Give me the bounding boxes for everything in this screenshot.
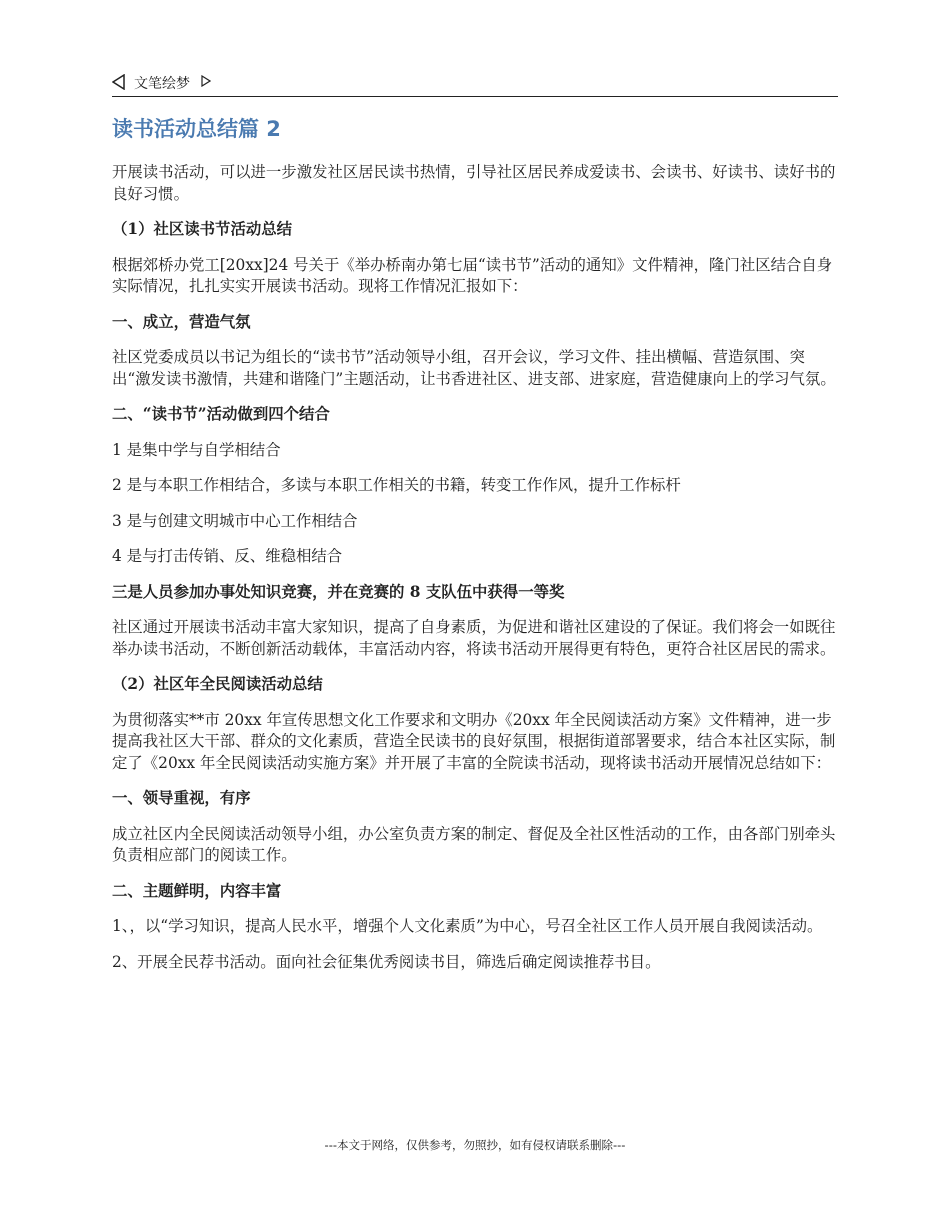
paragraph: 为贯彻落实**市 20xx 年宣传思想文化工作要求和文明办《20xx 年全民阅读活动方案》文件精神，进一步提高我社区大干部、群众的文化素质，营造全民读书的良好氛围，根据街道部署要求，结合本社区实际，制定了《20xx 年全民阅读活动实施方案》并开展了丰富的全院读书活动，现将读书活动开展情况总结如下： bbox=[112, 710, 836, 772]
section-heading: 一、成立，营造气氛 bbox=[112, 312, 251, 331]
section-heading: （1）社区读书节活动总结 bbox=[112, 220, 293, 238]
paragraph: 1 是集中学与自学相结合 bbox=[112, 440, 281, 459]
page-header bbox=[112, 70, 838, 97]
triangle-right-icon bbox=[201, 75, 211, 87]
paragraph-list bbox=[112, 162, 842, 973]
section-heading: （2）社区年全民阅读活动总结 bbox=[112, 675, 323, 693]
document-body bbox=[112, 112, 842, 987]
paragraph: 成立社区内全民阅读活动领导小组，办公室负责方案的制定、督促及全社区性活动的工作，由各部门别牵头负责相应部门的阅读工作。 bbox=[112, 824, 836, 864]
paragraph: 社区通过开展读书活动丰富大家知识，提高了自身素质，为促进和谐社区建设的了保证。我们将会一如既往举办读书活动，不断创新活动载体，丰富活动内容，将读书活动开展得更有特色，更符合社区居民的需求。 bbox=[112, 618, 836, 658]
paragraph: 4 是与打击传销、反、维稳相结合 bbox=[112, 547, 343, 565]
section-heading: 二、主题鲜明，内容丰富 bbox=[112, 881, 282, 900]
paragraph: 根据郊桥办党工[20xx]24 号关于《举办桥南办第七届“读书节”活动的通知》文件精神，隆门社区结合自身实际情况，扎扎实实开展读书活动。现将工作情况汇报如下： bbox=[112, 255, 833, 295]
header-brand: 文笔绘梦 bbox=[134, 76, 190, 92]
paragraph: 2 是与本职工作相结合，多读与本职工作相关的书籍，转变工作作风，提升工作标杆 bbox=[112, 476, 681, 494]
section-heading: 二、“读书节”活动做到四个结合 bbox=[112, 405, 330, 423]
section-heading: 三是人员参加办事处知识竞赛，并在竞赛的 8 支队伍中获得一等奖 bbox=[112, 582, 565, 601]
paragraph: 2、开展全民荐书活动。面向社会征集优秀阅读书目，筛选后确定阅读推荐书目。 bbox=[112, 952, 661, 971]
paragraph: 3 是与创建文明城市中心工作相结合 bbox=[112, 511, 358, 530]
footer-disclaimer: ---本文于网络，仅供参考，勿照抄，如有侵权请联系删除--- bbox=[324, 1138, 626, 1152]
page-title: 读书活动总结篇 2 bbox=[112, 117, 281, 141]
triangle-left-icon bbox=[112, 74, 126, 90]
paragraph: 开展读书活动，可以进一步激发社区居民读书热情，引导社区居民养成爱读书、会读书、好读书、读好书的良好习惯。 bbox=[112, 163, 836, 203]
paragraph: 社区党委成员以书记为组长的“读书节”活动领导小组，召开会议，学习文件、挂出横幅、营造氛围、突出“激发读书激情，共建和谐隆门”主题活动，让书香进社区、进支部、进家庭，营造健康向上的学习气氛。 bbox=[112, 348, 836, 388]
section-heading: 一、领导重视，有序 bbox=[112, 789, 251, 807]
paragraph: 1、，以“学习知识，提高人民水平，增强个人文化素质”为中心，号召全社区工作人员开展自我阅读活动。 bbox=[112, 917, 823, 935]
